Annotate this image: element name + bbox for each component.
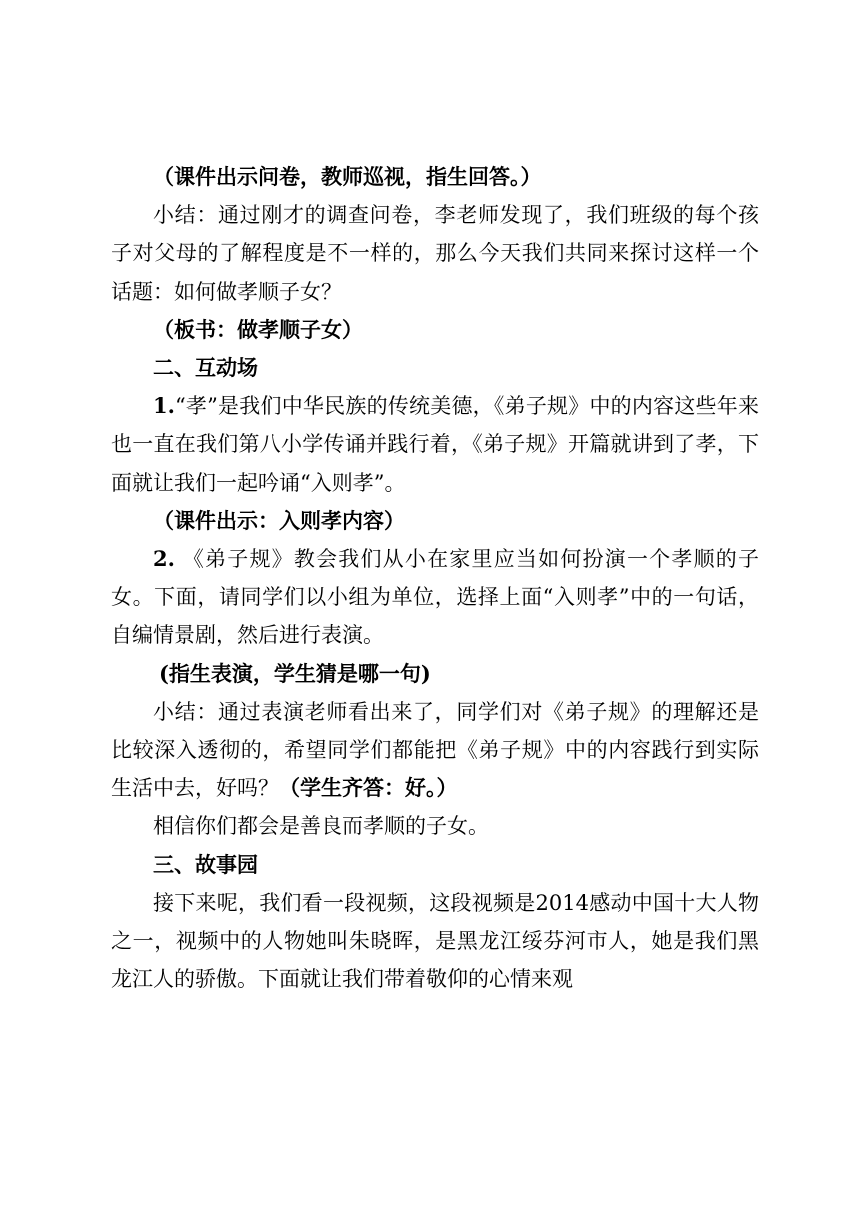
paragraph-text: 《弟子规》教会我们从小在家里应当如何扮演一个孝顺的子女。下面，请同学们以小组为单位，选择上面“入则孝”中的一句话，自编情景剧，然后进行表演。 [111, 547, 759, 648]
section-heading-text: 三、故事园 [153, 851, 258, 877]
paragraph-text: 小结：通过刚才的调查问卷，李老师发现了，我们班级的每个孩子对父母的了解程度是不一样的，那么今天我们共同来探讨这样一个话题：如何做孝顺子女？ [111, 203, 759, 304]
performance-note [111, 655, 759, 693]
paragraph-text: (指生表演，学生猜是哪一句) [159, 660, 431, 686]
paragraph-text: 接下来呢，我们看一段视频，这段视频是2014感动中国十大人物之一，视频中的人物她叫朱晓晖，是黑龙江绥芬河市人，她是我们黑龙江人的骄傲。下面就让我们带着敬仰的心情来观 [111, 890, 759, 992]
item-paragraph-1 [111, 387, 759, 502]
summary-paragraph-1 [111, 196, 759, 311]
paragraph-text: （课件出示问卷，教师巡视，指生回答。） [153, 164, 542, 189]
student-answer: （学生齐答：好。） [279, 775, 458, 801]
section-heading-2 [111, 349, 759, 387]
courseware-note-2 [111, 502, 759, 540]
belief-paragraph [111, 807, 759, 845]
item-number: 2. [153, 546, 175, 572]
item-number: 1. [153, 393, 175, 419]
item-paragraph-2 [111, 540, 759, 655]
section-heading-text: 二、互动场 [153, 355, 258, 381]
paragraph-text: 小结：通过表演老师看出来了，同学们对《弟子规》的理解还是比较深入透彻的，希望同学们都能把《弟子规》中的内容践行到实际生活中去，好吗？ [111, 699, 759, 801]
paragraph-text: （板书：做孝顺子女） [153, 316, 363, 342]
document-body [111, 158, 759, 998]
paragraph-text: “孝”是我们中华民族的传统美德，《弟子规》中的内容这些年来也一直在我们第八小学传诵并践行着，《弟子规》开篇就讲到了孝，下面就让我们一起吟诵“入则孝”。 [111, 394, 759, 495]
courseware-note-1 [111, 158, 759, 196]
paragraph-text: （课件出示：入则孝内容） [153, 507, 405, 533]
story-paragraph [111, 884, 759, 999]
summary-paragraph-2 [111, 693, 759, 808]
paragraph-text: 相信你们都会是善良而孝顺的子女。 [153, 814, 489, 839]
section-heading-3 [111, 846, 759, 884]
blackboard-note [111, 311, 759, 349]
